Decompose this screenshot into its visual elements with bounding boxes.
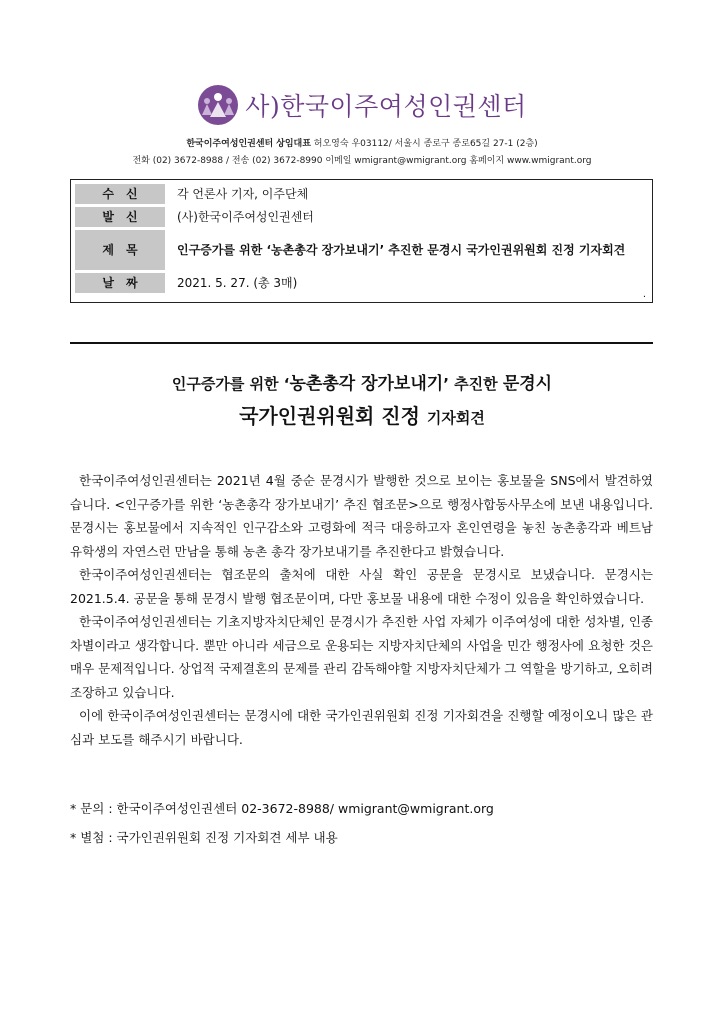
title-line-2 [0,400,724,429]
title-part: ’ 추진한 [443,375,503,393]
body-paragraph: 한국이주여성인권센터는 협조문의 출처에 대한 사실 확인 공문을 문경시로 보냈습니다. 문경시는 2021.5.4. 공문을 통해 문경시 발행 협조문이며, 다만 홍보물 내용에 대한 수정이 있음을 확인하였습니다. [70,567,653,606]
info-label: 제목 [75,230,165,270]
info-label: 발신 [75,207,165,227]
section-divider [70,342,653,344]
info-row-date [75,273,648,293]
title-suffix: 기자회견 [426,409,485,427]
title-emphasis: 문경시 [502,374,553,394]
info-table-mark: . [642,289,646,300]
notes [70,799,653,857]
org-name: 한국이주여성인권센터 [186,139,274,149]
org-logo-text: 사)한국이주여성인권센터 [245,92,527,121]
body-paragraph: 이에 한국이주여성인권센터는 문경시에 대한 국가인권위원회 진정 기자회견을 진행할 예정이오니 많은 관심과 보도를 해주시기 바랍니다. [70,708,653,747]
info-value: (사)한국이주여성인권센터 [177,209,314,224]
info-row-subject [75,230,648,270]
address-line [0,136,724,149]
title-emphasis: 농촌총각 장가보내기 [289,374,444,394]
title-line-1 [0,369,724,394]
org-logo-icon [197,84,239,126]
representative-name: 허오영숙 [313,139,349,149]
info-table [70,179,653,303]
info-value: 각 언론사 기자, 이주단체 [177,186,309,201]
org-logo [0,84,724,126]
info-label: 수신 [75,184,165,204]
info-value: 인구증가를 위한 ‘농촌총각 장가보내기’ 추진한 문경시 국가인권위원회 진정 기자회견 [177,242,626,257]
contact-line: 전화 (02) 3672-8988 / 전송 (02) 3672-8990 이메일 wmigrant@wmigrant.org 홈페이지 www.wmigrant.org [132,156,592,166]
contact-note: * 문의 : 한국이주여성인권센터 02-3672-8988/ wmigrant@wmigrant.org [70,801,494,816]
attachment-note: * 별첨 : 국가인권위원회 진정 기자회견 세부 내용 [70,830,338,845]
representative-label: 상임대표 [276,139,311,149]
title-main: 국가인권위원회 진정 [239,404,427,428]
info-row-sender [75,207,648,227]
body-paragraph: 한국이주여성인권센터는 기초지방자치단체인 문경시가 추진한 사업 자체가 이주여성에 대한 성차별, 인종차별이라고 생각합니다. 뿐만 아니라 세금으로 운용되는 지방자치단체의 사업을 민간 행정사에 요청한 것은 매우 문제적입니다. 상업적 국제결혼의 문제를 관리 감독해야할 지방자치단체가 그 역할을 방기하고, 오히려 조장하고 있습니다. [70,614,653,700]
body-paragraph: 한국이주여성인권센터는 2021년 4월 중순 문경시가 발행한 것으로 보이는 홍보물을 SNS에서 발견하였습니다. <인구증가를 위한 ‘농촌총각 장가보내기’ 추진 협조문>으로 행정사합동사무소에 보낸 내용입니다. 문경시는 홍보물에서 지속적인 인구감소와 고령화에 적극 대응하고자 혼인연령을 놓친 농촌총각과 베트남 유학생의 자연스런 만남을 통해 농촌 총각 장가보내기를 추진한다고 밝혔습니다. [70,473,653,559]
body-text [70,469,653,751]
address: 우03112/ 서울시 종로구 종로65길 27-1 (2층) [351,139,538,149]
title-part: 인구증가를 위한 ‘ [171,375,290,393]
info-value: 2021. 5. 27. (총 3매) [177,275,298,290]
info-row-recipient [75,184,648,204]
info-label: 날짜 [75,273,165,293]
